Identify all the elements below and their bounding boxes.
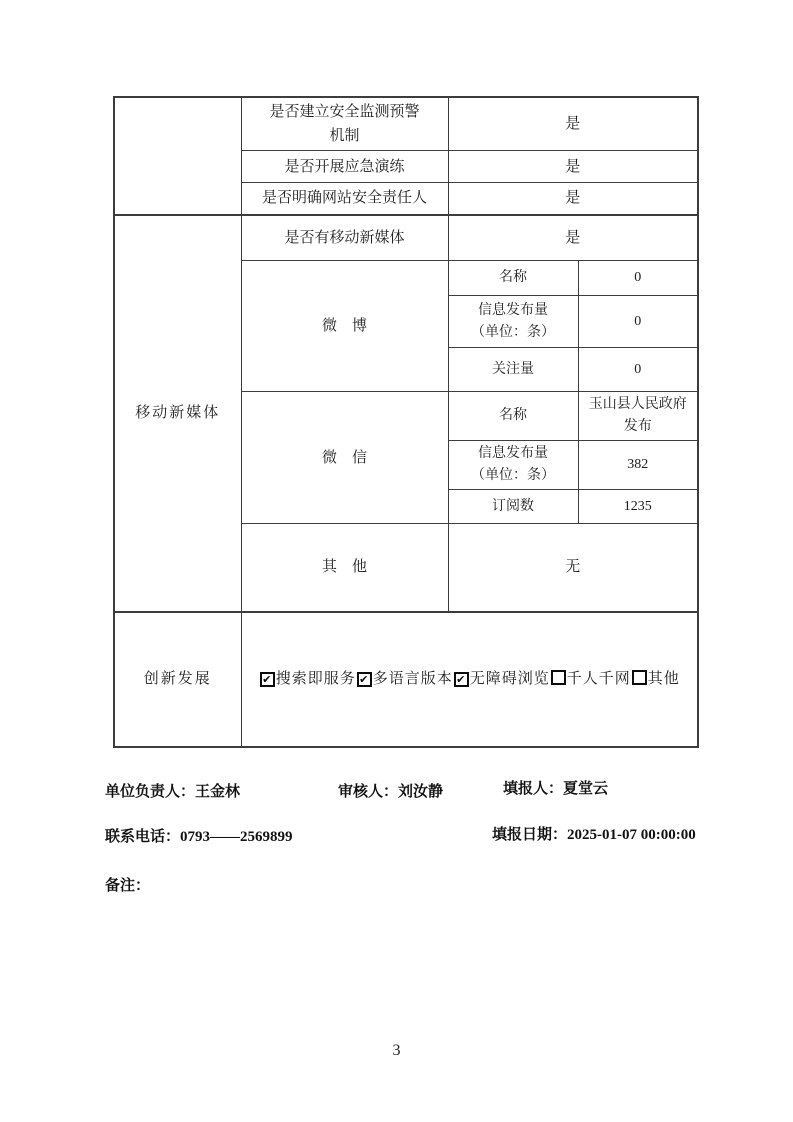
other-media-value-cell: 无 [448,524,698,612]
security-answer-cell: 是 [448,183,698,215]
innovation-group-cell: 创新发展 [114,612,241,747]
innovation-option-label: 千人千网 [566,671,631,687]
wechat-posts-label-cell [448,441,578,490]
checked-checkbox-icon[interactable] [260,672,275,687]
weibo-group-cell: 微 博 [241,261,448,392]
label-line: （单位：条） [471,468,555,483]
has-mobile-media-question-cell: 是否有移动新媒体 [241,215,448,261]
wechat-group-cell: 微 信 [241,392,448,524]
innovation-option-label: 其他 [647,671,680,687]
fill-date-field: 填报日期：2025-01-07 00:00:00 [492,827,696,843]
wechat-posts-value-cell: 382 [578,441,698,490]
wechat-subscribers-label-cell: 订阅数 [448,490,578,524]
innovation-option [356,667,453,691]
label-line: （单位：条） [471,324,555,340]
unchecked-checkbox-icon[interactable] [551,670,566,685]
innovation-option [259,667,356,691]
filler-field: 填报人：夏堂云 [503,781,609,797]
security-question-cell: 是否开展应急演练 [241,151,448,183]
label-line: 信息发布量 [478,446,548,461]
question-line: 机制 [329,128,360,144]
table-row [114,612,698,747]
phone-field: 联系电话：0793——2569899 [105,829,293,845]
question-line: 是否建立安全监测预警 [269,104,420,120]
label-line: 信息发布量 [478,302,548,318]
innovation-option-label: 多语言版本 [372,671,453,687]
security-question-cell [241,97,448,151]
checked-checkbox-icon[interactable] [454,672,469,687]
weibo-followers-value-cell: 0 [578,348,698,392]
security-answer-cell: 是 [448,97,698,151]
weibo-name-value-cell: 0 [578,261,698,296]
table-row [114,215,698,261]
other-media-label-cell: 其 他 [241,524,448,612]
wechat-subscribers-value-cell: 1235 [578,490,698,524]
checked-checkbox-icon[interactable] [357,672,372,687]
weibo-followers-label-cell: 关注量 [448,348,578,392]
has-mobile-media-answer-cell: 是 [448,215,698,261]
innovation-option-label: 搜索即服务 [275,671,356,687]
page-number: 3 [392,1042,401,1059]
innovation-options [246,667,694,691]
unchecked-checkbox-icon[interactable] [632,670,647,685]
table-row [114,97,698,151]
reviewer-field: 审核人：刘汝静 [338,784,444,800]
unit-head-field: 单位负责人：王金林 [105,784,241,800]
weibo-name-label-cell: 名称 [448,261,578,296]
wechat-name-value-cell: 玉山县人民政府发布 [578,392,698,441]
remarks-label: 备注： [105,878,151,894]
mobile-media-group-cell: 移动新媒体 [114,215,241,612]
innovation-option [631,667,680,691]
weibo-posts-label-cell [448,296,578,348]
security-question-cell: 是否明确网站安全责任人 [241,183,448,215]
weibo-posts-value-cell: 0 [578,296,698,348]
empty-group-cell [114,97,241,215]
innovation-option [550,667,631,691]
innovation-option-label: 无障碍浏览 [469,671,550,687]
innovation-option [453,667,550,691]
innovation-options-cell [241,612,698,747]
wechat-name-label-cell: 名称 [448,392,578,441]
security-answer-cell: 是 [448,151,698,183]
report-table [113,96,699,748]
